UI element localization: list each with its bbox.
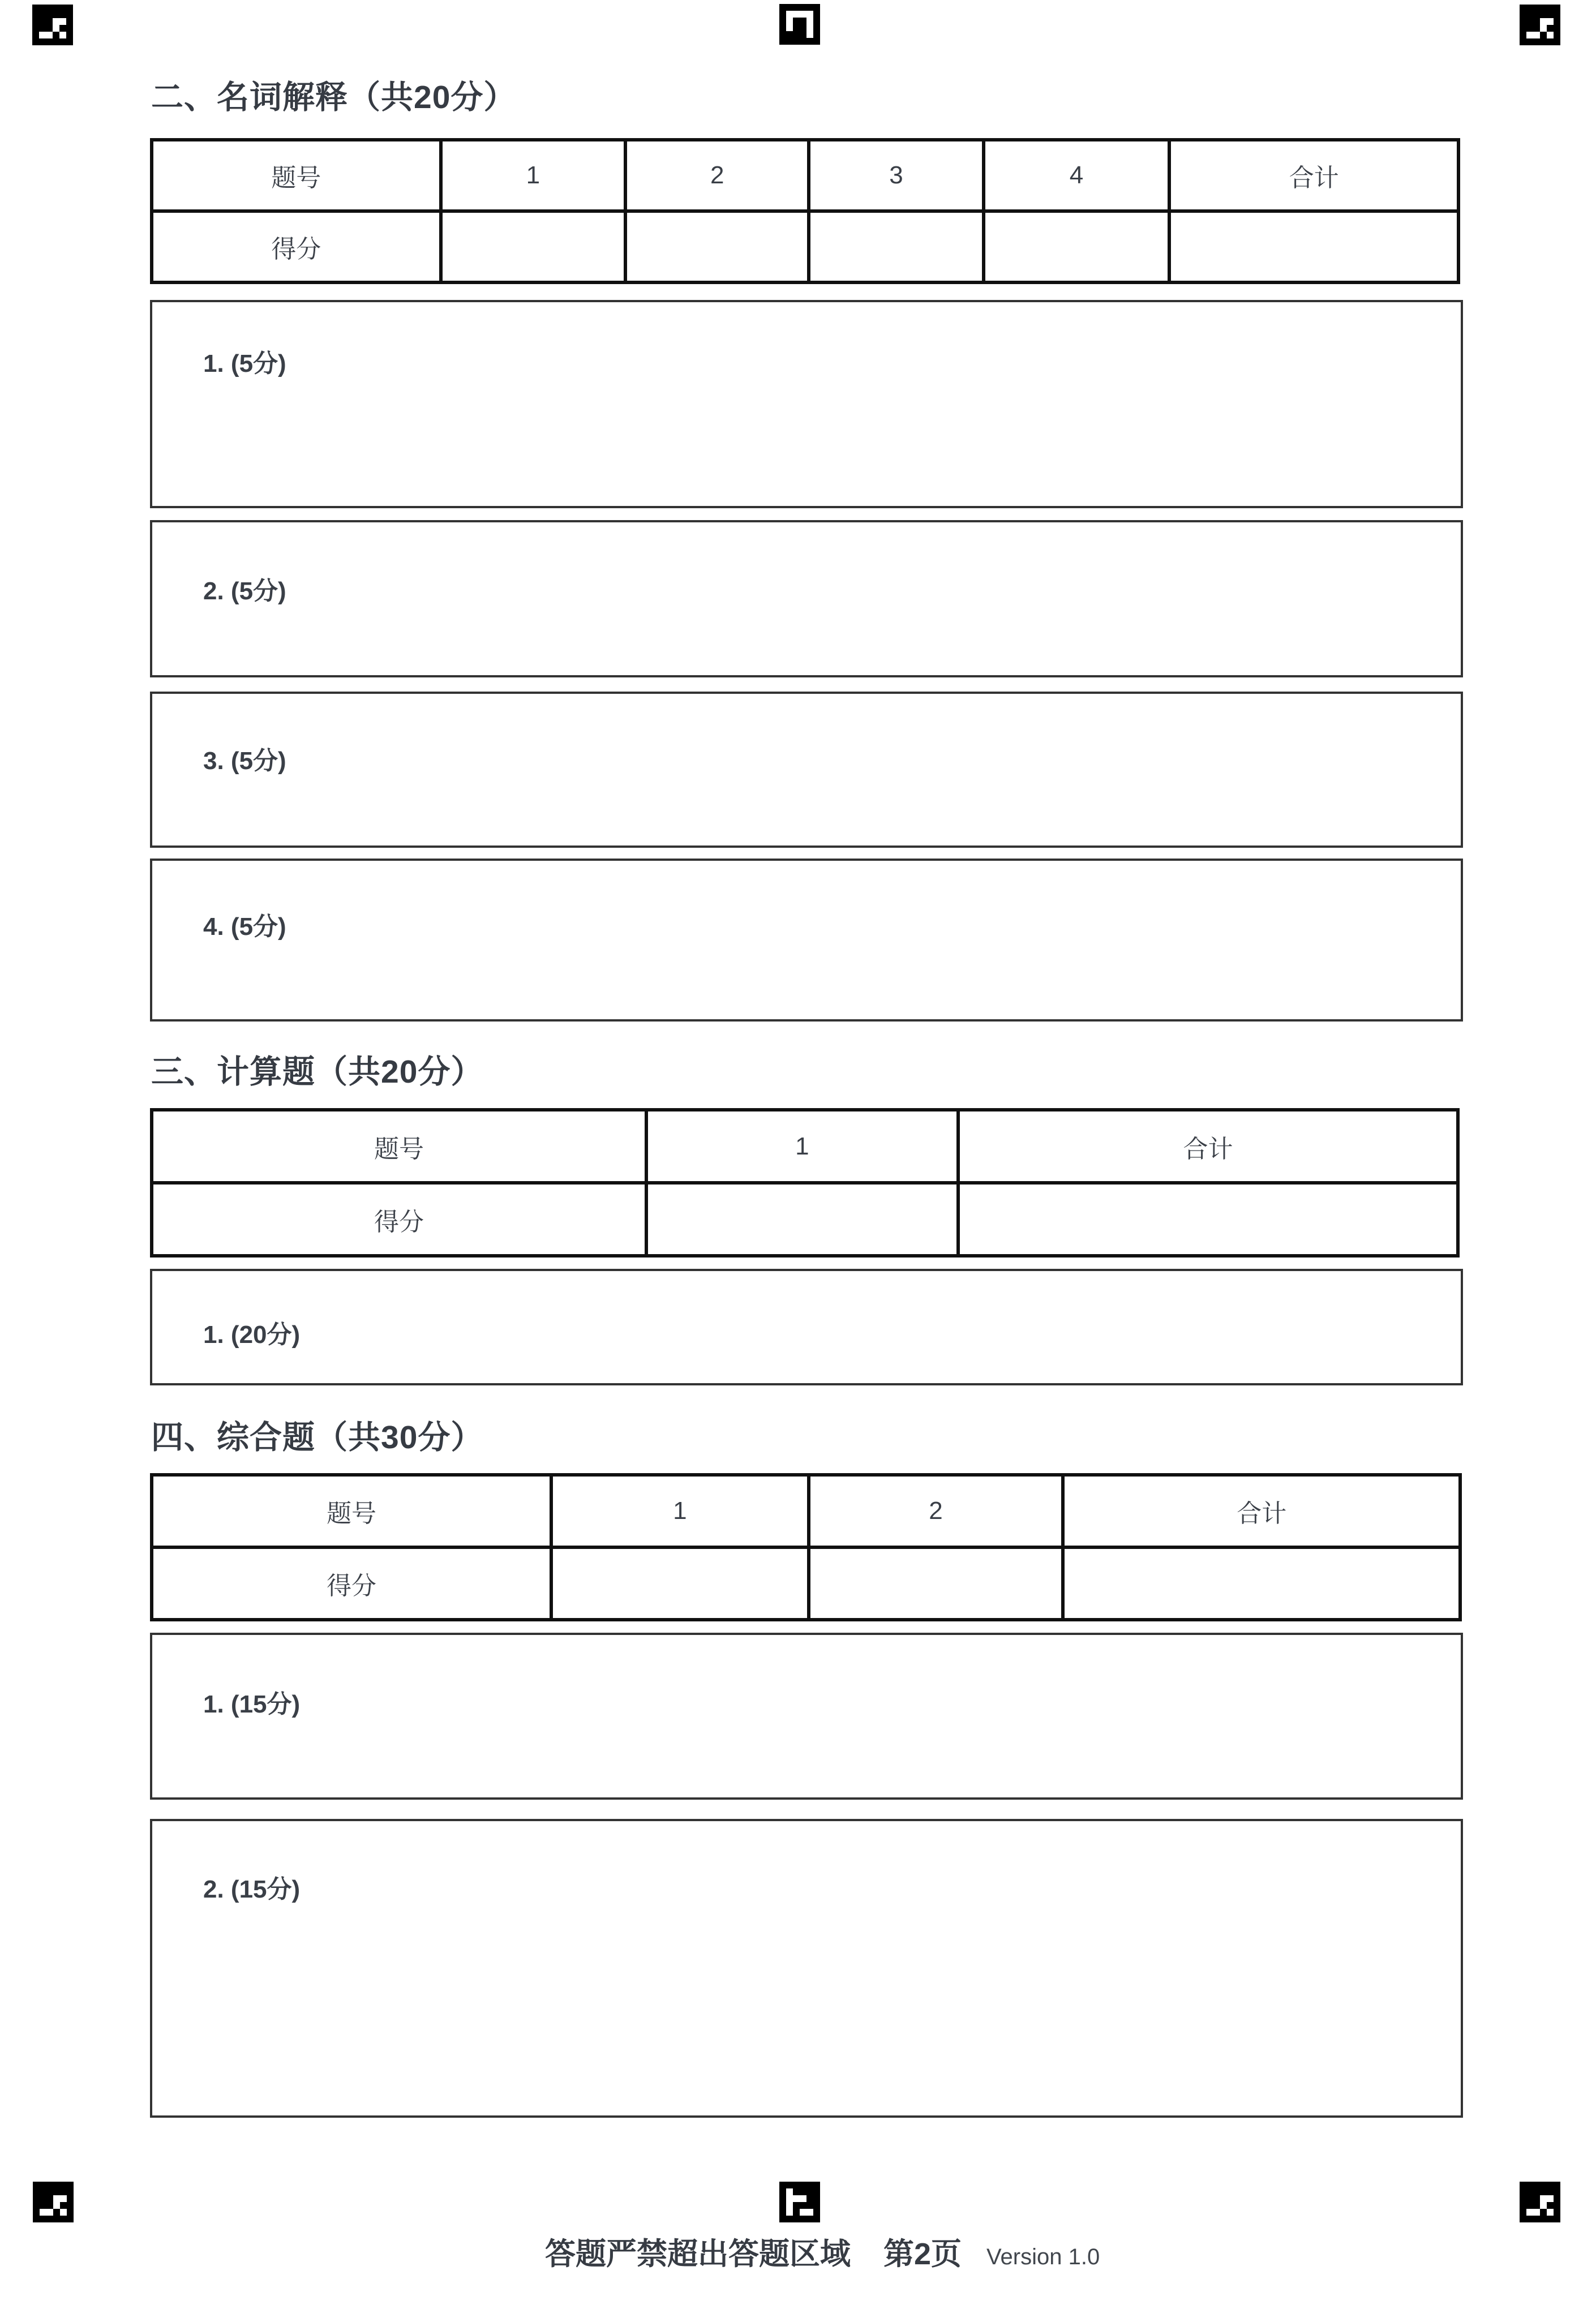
score-table-question-number: 1 (443, 141, 624, 209)
answer-box-section2-q1[interactable] (150, 300, 1463, 508)
fiducial-marker-top-right-icon (1520, 5, 1560, 45)
answer-box-section2-q2[interactable] (150, 520, 1463, 677)
score-entry-cell[interactable] (810, 213, 981, 281)
page-footer (545, 2230, 1100, 2273)
section-4-score-table (150, 1473, 1462, 1621)
section-4-heading: 四、综合题（共30分） (151, 1419, 484, 1456)
score-table-score-row-header: 得分 (153, 1184, 645, 1254)
score-table-question-number: 2 (627, 141, 807, 209)
score-table-question-number: 3 (810, 141, 981, 209)
score-table-score-row-header: 得分 (153, 213, 439, 281)
fiducial-marker-bottom-center-icon (779, 2182, 820, 2222)
score-entry-cell[interactable] (553, 1549, 806, 1618)
score-table-total-header: 合计 (1065, 1477, 1458, 1546)
score-table-question-number: 1 (553, 1477, 806, 1546)
score-table-question-number: 1 (648, 1111, 956, 1181)
score-table-row-header: 题号 (153, 1477, 550, 1546)
section-3-score-table (150, 1108, 1460, 1257)
score-table-row-header: 题号 (153, 141, 439, 209)
score-table-question-number: 2 (810, 1477, 1062, 1546)
answer-box-label: 3. (5分) (203, 747, 286, 775)
answer-box-label: 1. (20分) (203, 1321, 301, 1349)
fiducial-marker-bottom-right-icon (1520, 2182, 1560, 2222)
answer-box-label: 1. (5分) (203, 350, 286, 377)
score-entry-total-cell[interactable] (1065, 1549, 1458, 1618)
answer-box-label: 4. (5分) (203, 913, 286, 941)
score-table-question-number: 4 (985, 141, 1168, 209)
answer-box-label: 1. (15分) (203, 1690, 301, 1718)
section-2-heading: 二、名词解释（共20分） (151, 79, 517, 115)
answer-box-section4-q2[interactable] (150, 1819, 1463, 2118)
answer-box-section2-q3[interactable] (150, 692, 1463, 848)
score-entry-cell[interactable] (443, 213, 624, 281)
score-entry-cell[interactable] (985, 213, 1168, 281)
answer-box-label: 2. (15分) (203, 1875, 301, 1903)
footer-page-number: 第2页 (883, 2237, 962, 2271)
answer-box-section4-q1[interactable] (150, 1633, 1463, 1800)
answer-box-label: 2. (5分) (203, 577, 286, 605)
footer-version-text: Version 1.0 (986, 2244, 1100, 2269)
section-2-score-table (150, 138, 1460, 284)
fiducial-marker-top-left-icon (32, 5, 73, 45)
score-entry-total-cell[interactable] (1171, 213, 1457, 281)
score-entry-cell[interactable] (627, 213, 807, 281)
score-table-row-header: 题号 (153, 1111, 645, 1181)
footer-warning-text: 答题严禁超出答题区域 (545, 2237, 851, 2271)
answer-box-section3-q1[interactable] (150, 1269, 1463, 1385)
fiducial-marker-top-center-icon (779, 4, 820, 45)
section-3-heading: 三、计算题（共20分） (151, 1054, 484, 1090)
score-entry-total-cell[interactable] (960, 1184, 1456, 1254)
score-table-score-row-header: 得分 (153, 1549, 550, 1618)
score-table-total-header: 合计 (960, 1111, 1456, 1181)
fiducial-marker-bottom-left-icon (33, 2182, 74, 2222)
score-entry-cell[interactable] (810, 1549, 1062, 1618)
answer-box-section2-q4[interactable] (150, 859, 1463, 1022)
score-table-total-header: 合计 (1171, 141, 1457, 209)
score-entry-cell[interactable] (648, 1184, 956, 1254)
